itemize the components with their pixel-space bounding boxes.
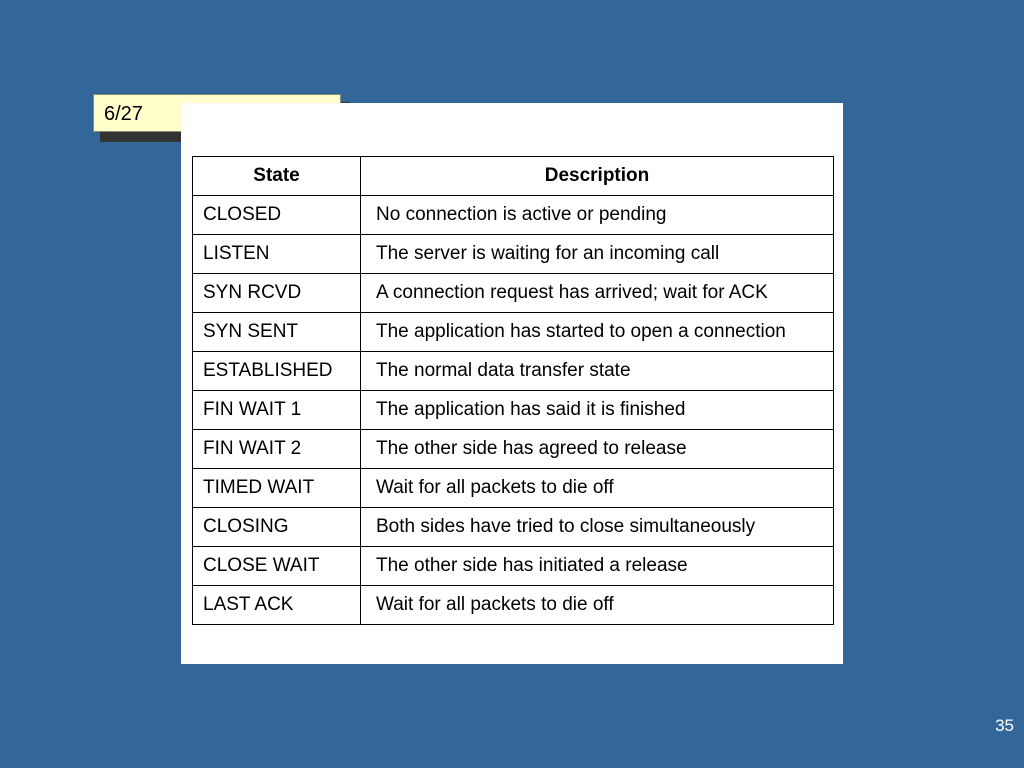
description-cell: The normal data transfer state (361, 352, 834, 391)
table-row (193, 547, 834, 586)
state-cell: CLOSE WAIT (193, 547, 361, 586)
state-cell: ESTABLISHED (193, 352, 361, 391)
table-row (193, 352, 834, 391)
description-cell: A connection request has arrived; wait for ACK (361, 274, 834, 313)
description-cell: Both sides have tried to close simultaneously (361, 508, 834, 547)
description-cell: The server is waiting for an incoming call (361, 235, 834, 274)
state-cell: LAST ACK (193, 586, 361, 625)
table-image-panel (181, 103, 843, 664)
table-row (193, 469, 834, 508)
header-description: Description (361, 157, 834, 196)
tcp-state-table (192, 156, 834, 625)
table-row (193, 508, 834, 547)
state-cell: TIMED WAIT (193, 469, 361, 508)
state-cell: FIN WAIT 2 (193, 430, 361, 469)
table-row (193, 391, 834, 430)
table-row (193, 430, 834, 469)
table-row (193, 586, 834, 625)
description-cell: No connection is active or pending (361, 196, 834, 235)
description-cell: Wait for all packets to die off (361, 586, 834, 625)
state-cell: CLOSING (193, 508, 361, 547)
table-row (193, 235, 834, 274)
description-cell: The application has said it is finished (361, 391, 834, 430)
state-cell: LISTEN (193, 235, 361, 274)
header-state: State (193, 157, 361, 196)
table-row (193, 313, 834, 352)
page-number: 35 (995, 716, 1014, 735)
date-label: 6/27 (93, 94, 341, 132)
state-cell: SYN SENT (193, 313, 361, 352)
table-header-row (193, 157, 834, 196)
state-cell: SYN RCVD (193, 274, 361, 313)
table-row (193, 196, 834, 235)
table-row (193, 274, 834, 313)
state-cell: FIN WAIT 1 (193, 391, 361, 430)
description-cell: The application has started to open a connection (361, 313, 834, 352)
description-cell: Wait for all packets to die off (361, 469, 834, 508)
description-cell: The other side has agreed to release (361, 430, 834, 469)
state-cell: CLOSED (193, 196, 361, 235)
description-cell: The other side has initiated a release (361, 547, 834, 586)
